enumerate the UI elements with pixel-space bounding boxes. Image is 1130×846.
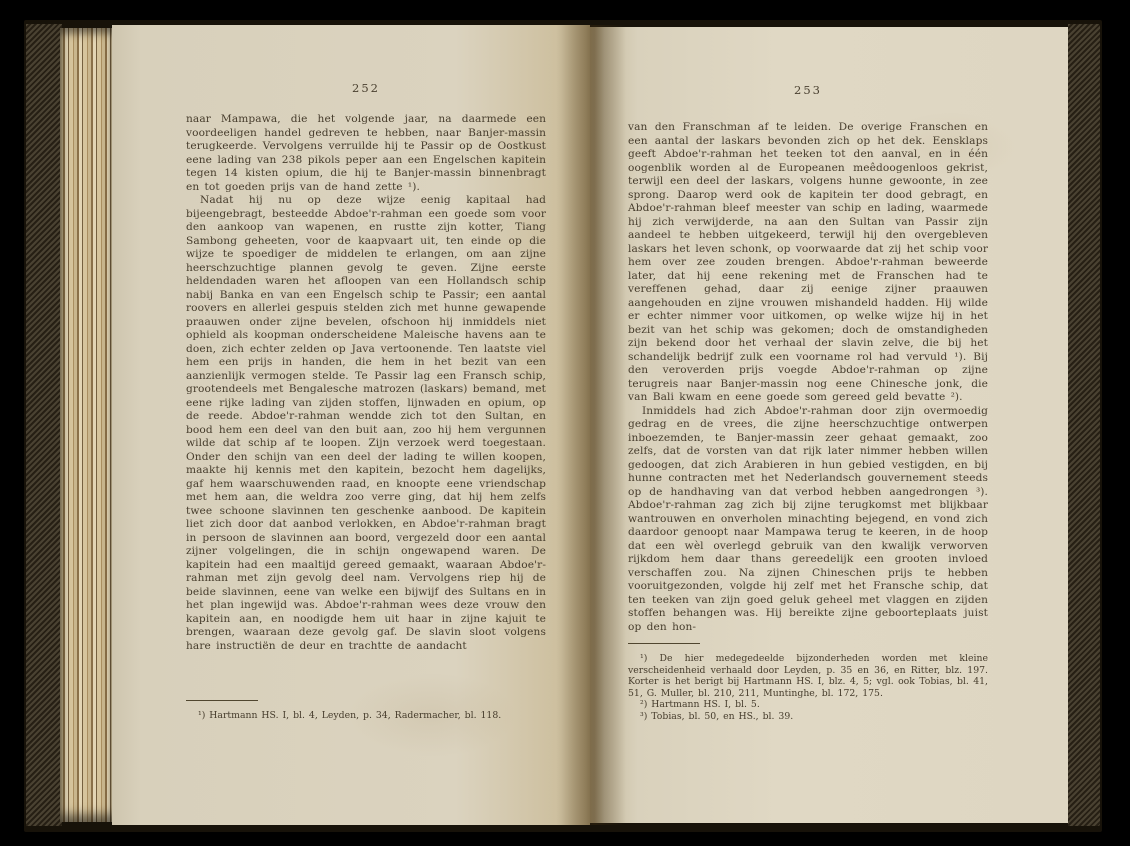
right-page-footnotes [628,643,988,723]
book-cover-left-edge [26,24,62,826]
footnote: ²) Hartmann HS. I, bl. 5. [640,699,760,711]
paragraph: van den Franschman af te leiden. De overige Franschen en een aantal der laskars bevonden zich op het dek. Eensklaps geeft Abdoe'r-rahman het teeken tot den aanval, en in één oogenblik worden al de Europeanen meêdoogenloos gekrist, terwijl een deel der laskars, volgens hunne gewoonte, in zee sprong. Daarop werd ook de kapitein ter dood gebragt, en Abdoe'r-rahman bleef meester van schip en lading, waarmede hij zich verwijderde, na aan den Sultan van Passir zijn aandeel te hebben uitgekeerd, terwijl hij den overgebleven laskars het leven schonk, op voorwaarde dat zij het schip voor hem over zee zouden brengen. Abdoe'r-rahman beweerde later, dat hij eene rekening met de Franschen had te vereffenen gehad, daar zij eenige zijner praauwen aangehouden en zijne vrouwen mishandeld hadden. Hij wilde er echter nimmer voor uitkomen, op welke wijze hij in het bezit van het schip was gekomen; doch de omstandigheden zijn bekend door het verhaal der slavin zelve, die bij het schandelijk bedrijf zulk een voorname rol had vervuld ¹). Bij den veroverden prijs voegde Abdoe'r-rahman op zijne terugreis naar Banjer-massin nog eene Chinesche jonk, die van Bali kwam en eene goede som gereed geld bevatte ²). [628,121,988,403]
right-page [590,27,1068,823]
page-number-right: 253 [794,83,822,97]
paragraph: Inmiddels had zich Abdoe'r-rahman door zijn overmoedig gedrag en de vrees, die zijne heerschzuchtige ontwerpen inboezemden, te Banjer-massin zeer gehaat gemaakt, zoo zelfs, dat de vorsten van dat rijk later nimmer hebben willen gedoogen, dat zich Arabieren in hun gebied vestigden, en bij hunne contracten met het Nederlandsch gouvernement steeds op de handhaving van dat verbod hebben aangedrongen ³). Abdoe'r-rahman zag zich bij zijne terugkomst met blijkbaar wantrouwen en onverholen minachting bejegend, en vond zich daardoor genoopt naar Mampawa terug te keeren, in de hoop dat een wèl overlegd gebruik van den kwalijk verworven rijkdom hem daar thans gereedelijk een grooten invloed verschaffen zou. Na zijnen Chineschen prijs te hebben vooruitgezonden, volgde hij zelf met het Fransche schip, dat ten teeken van zijn goed geluk geheel met vlaggen en zijden stoffen behangen was. Hij bereikte zijne geboorteplaats juist op den hon- [628,404,988,633]
paragraph: naar Mampawa, die het volgende jaar, na daarmede een voordeeligen handel gedreven te hebben, naar Banjer-massin terugkeerde. Vervolgens verruilde hij te Passir op de Oostkust eene lading van 238 pikols peper aan een Engelschen kapitein tegen 14 kisten opium, die hij te Banjer-massin binnenbragt en tot goeden prijs van de hand zette ¹). [186,113,546,193]
stacked-page-edges [60,28,114,822]
paragraph: Nadat hij nu op deze wijze eenig kapitaal had bijeengebragt, besteedde Abdoe'r-rahman een goede som voor den aankoop van wapenen, en rustte zijn kotter, Tiang Sambong geheeten, voor de kaapvaart uit, ten einde op die wijze te spoediger de middelen te erlangen, om aan zijne heerschzuchtige plannen gevolg te geven. Zijne eerste heldendaden waren het afloopen van een Hollandsch schip nabij Banka en van een Engelsch schip te Passir; een aantal roovers en allerlei gespuis stelden zich met hunne gewapende praauwen onder zijne bevelen, ofschoon hij inmiddels niet ophield als koopman onderscheidene Maleische havens aan te doen, zich echter zelden op Java vertoonende. Ten laatste viel hem een prijs in handen, die hem in het bezit van een aanzienlijk vermogen stelde. Te Passir lag een Fransch schip, grootendeels met Bengalesche matrozen (laskars) bemand, met eene rijke lading van zijden stoffen, lijnwaden en opium, op de reede. Abdoe'r-rahman wendde zich tot den Sultan, en bood hem een deel van den buit aan, zoo hij hem vergunnen wilde dat schip af te loopen. Zijn verzoek werd toegestaan. Onder den schijn van een deel der lading te willen koopen, maakte hij kennis met den kapitein, bezocht hem dagelijks, gaf hem waarschuwenden raad, en knoopte eene vriendschap met hem aan, die weldra zoo verre ging, dat hij hem zelfs twee schoone slavinnen ten geschenke aanbood. De kapitein liet zich door dat aanbod verlokken, en Abdoe'r-rahman bragt in persoon de slavinnen aan boord, vergezeld door een aantal zijner volgelingen, die in schijn ongewapend waren. De kapitein had een maaltijd gereed gemaakt, waaraan Abdoe'r-rahman met zijn gevolg deel nam. Vervolgens riep hij de beide slavinnen, eene van welke een bijwijf des Sultans en in het plan ingewijd was. Abdoe'r-rahman wees deze vrouw den kapitein aan, en noodigde hem uit haar in zijne kajuit te brengen, waaraan deze gevolg gaf. De slavin sloot volgens hare instructiën de deur en trachtte de aandacht [186,194,546,652]
footnote-separator [628,643,700,644]
right-page-body [628,121,988,634]
footnote: ¹) De hier medegedeelde bijzonderheden worden met kleine verscheidenheid verhaald door Leyden, p. 35 en 36, en Ritter, blz. 197. Korter is het berigt bij Hartmann HS. I, blz. 4, 5; vgl. ook Tobias, bl. 41, 51, G. Muller, bl. 210, 211, Muntinghe, bl. 172, 175. [628,653,988,699]
book-cover-right-edge [1068,24,1100,826]
footnote: ¹) Hartmann HS. I, bl. 4, Leyden, p. 34, Radermacher, bl. 118. [198,710,502,721]
left-page [112,25,590,825]
footnote-separator [186,700,258,701]
footnote: ³) Tobias, bl. 50, en HS., bl. 39. [640,710,794,722]
left-page-body [186,113,546,653]
left-page-footnotes [186,700,546,722]
page-number-left: 252 [352,81,380,95]
